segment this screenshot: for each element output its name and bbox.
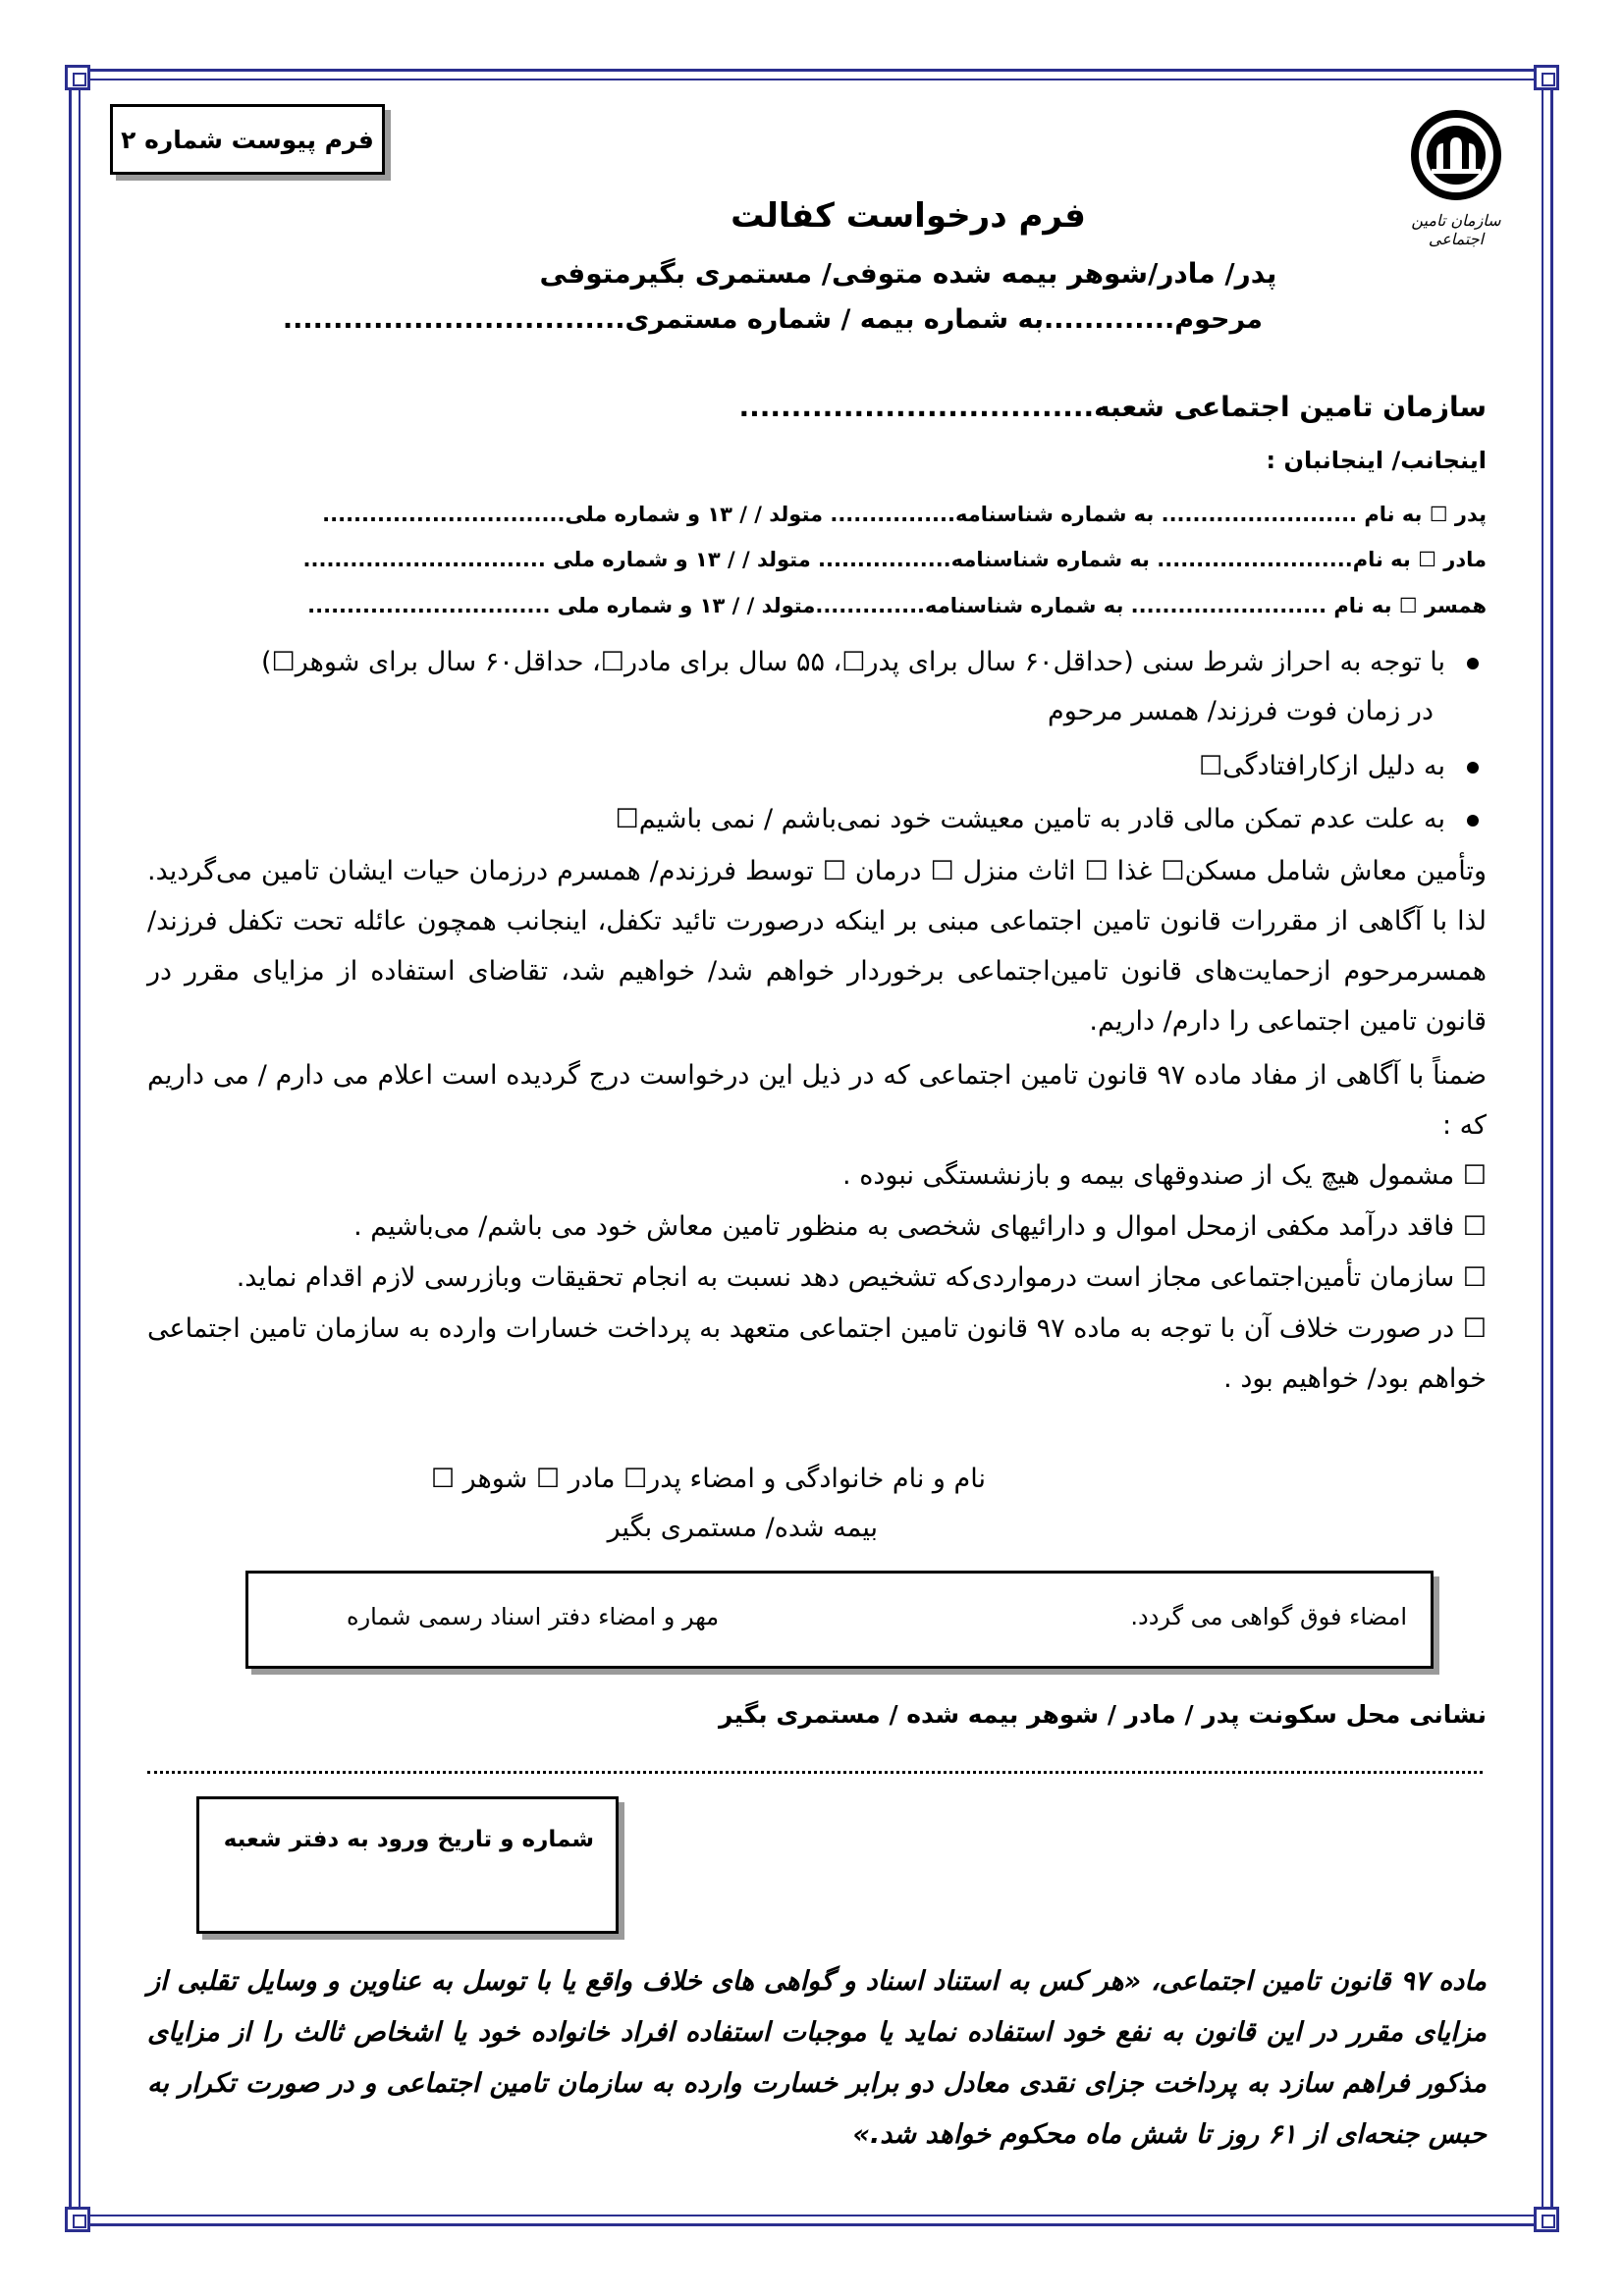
registration-label: شماره و تاریخ ورود به دفتر شعبه — [223, 1827, 594, 1852]
person-row-spouse: همسر ☐ به نام ......................... به شماره شناسنامه..............متولد / / ۱۳ و شماره ملی ............................... — [307, 594, 1487, 617]
condition-bullet-disability — [147, 742, 1479, 791]
attachment-label: فرم پیوست شماره ۲ — [121, 125, 374, 154]
article-97-text: ماده ۹۷ قانون تامین اجتماعی، «هر کس به استناد اسناد و گواهی های خلاف واقع یا با توسل به عناوین و وسایل تقلبی از مزایای مقرر در این قانون به نفع خود استفاده نماید یا موجبات استفاده افراد خانواده خود یا اشخاص ثالث را از مزایای مذکور فراهم سازد به پرداخت جزای نقدی معادل دو برابر خسارت وارده به سازمان تامین اجتماعی و در صورت تکرار به حبس جنحه‌ای از ۶۱ روز تا شش ماه محکوم خواهد شد.» — [147, 1966, 1487, 2150]
condition-text: به دلیل ازکارافتادگی☐ — [1198, 751, 1445, 781]
condition-bullet-age — [147, 638, 1479, 736]
declaration-item: ☐ سازمان تأمین‌اجتماعی مجاز است درمواردی‌که تشخیص دهد نسبت به انجام تحقیقات وبازرسی لازم اقدام نماید. — [236, 1262, 1487, 1293]
attachment-label-box — [110, 104, 385, 175]
frame-corner-ornament — [65, 2207, 90, 2232]
org-logo-caption: سازمان تامین اجتماعی — [1411, 211, 1501, 248]
declaration-item: ☐ در صورت خلاف آن با توجه به ماده ۹۷ قانون تامین اجتماعی متعهد به پرداخت خسارات وارده به سازمان تامین اجتماعی خواهم بود/ خواهیم بود . — [147, 1313, 1487, 1394]
frame-corner-ornament — [1534, 65, 1559, 90]
declaration-item: ☐ مشمول هیچ یک از صندوقهای بیمه و بازنشستگی نبوده . — [842, 1160, 1487, 1191]
bullet-icon — [1467, 762, 1479, 774]
deceased-info-line: مرحوم.............به شماره بیمه / شماره مستمری.................................. — [282, 304, 1263, 335]
notary-certify-text: امضاء فوق گواهی می گردد. — [1130, 1603, 1407, 1630]
branch-registration-box — [196, 1796, 619, 1934]
undersigned-label: اینجانب/ اینجانبان : — [1266, 447, 1487, 474]
form-title: فرم درخواست کفالت — [731, 196, 1086, 236]
bullet-icon — [1467, 658, 1479, 669]
signature-line: نام و نام خانوادگی و امضاء پدر☐ مادر ☐ شوهر ☐ — [430, 1464, 986, 1494]
condition-continuation: در زمان فوت فرزند/ همسر مرحوم — [1048, 696, 1434, 726]
condition-text: به علت عدم تمکن مالی قادر به تامین معیشت خود نمی‌باشم / نمی باشیم☐ — [615, 804, 1445, 834]
body-paragraph-1: وتأمین معاش شامل مسکن☐ غذا ☐ اثاث منزل ☐ درمان ☐ توسط فرزندم/ همسرم درزمان حیات ایشان تامین می‌گردید. لذا با آگاهی از مقررات قانون تامین اجتماعی مبنی بر اینکه درصورت تائید تکفل، اینجانب همچون عائله تحت تکفل فرزند/ همسرمرحوم ازحمایت‌های قانون تامین‌اجتماعی برخوردار خواهم شد/ خواهیم شد، تقاضای استفاده از مزایای مقرر در قانون تامین اجتماعی را دارم/ داریم. — [147, 856, 1487, 1037]
notary-seal-box — [245, 1571, 1434, 1669]
branch-line: سازمان تامین اجتماعی شعبه.................................. — [738, 391, 1487, 423]
frame-corner-ornament — [1534, 2207, 1559, 2232]
org-logo-icon — [1402, 110, 1510, 203]
address-label: نشانی محل سکونت پدر / مادر / شوهر بیمه شده / مستمری بگیر — [719, 1700, 1487, 1729]
body-paragraph-2: ضمناً با آگاهی از مفاد ماده ۹۷ قانون تامین اجتماعی که در ذیل این درخواست درج گردیده است اعلام می دارم / می داریم که : — [147, 1060, 1487, 1141]
address-dotted-line — [147, 1771, 1483, 1774]
person-row-mother: مادر ☐ به نام......................... به شماره شناسنامه................. متولد / / ۱۳ و شماره ملی ............................... — [302, 548, 1487, 571]
condition-bullet-financial — [147, 795, 1479, 844]
condition-text: با توجه به احراز شرط سنی (حداقل۶۰ سال برای پدر☐، ۵۵ سال برای مادر☐، حداقل۶۰ سال برای شوهر☐) — [260, 647, 1445, 677]
person-row-father: پدر ☐ به نام ......................... به شماره شناسنامه................ متولد / / ۱۳ و شماره ملی............................... — [322, 503, 1487, 526]
bullet-icon — [1467, 815, 1479, 827]
frame-corner-ornament — [65, 65, 90, 90]
form-subtitle: پدر/ مادر/شوهر بیمه شده متوفی/ مستمری بگیرمتوفی — [539, 257, 1277, 290]
signature-role: بیمه شده/ مستمری بگیر — [607, 1513, 878, 1543]
notary-office-text: مهر و امضاء دفتر اسناد رسمی شماره — [347, 1603, 720, 1630]
declaration-item: ☐ فاقد درآمد مکفی ازمحل اموال و دارائیهای شخصی به منظور تامین معاش خود می باشم/ می‌باشیم . — [353, 1211, 1487, 1242]
signature-block — [431, 1455, 986, 1553]
